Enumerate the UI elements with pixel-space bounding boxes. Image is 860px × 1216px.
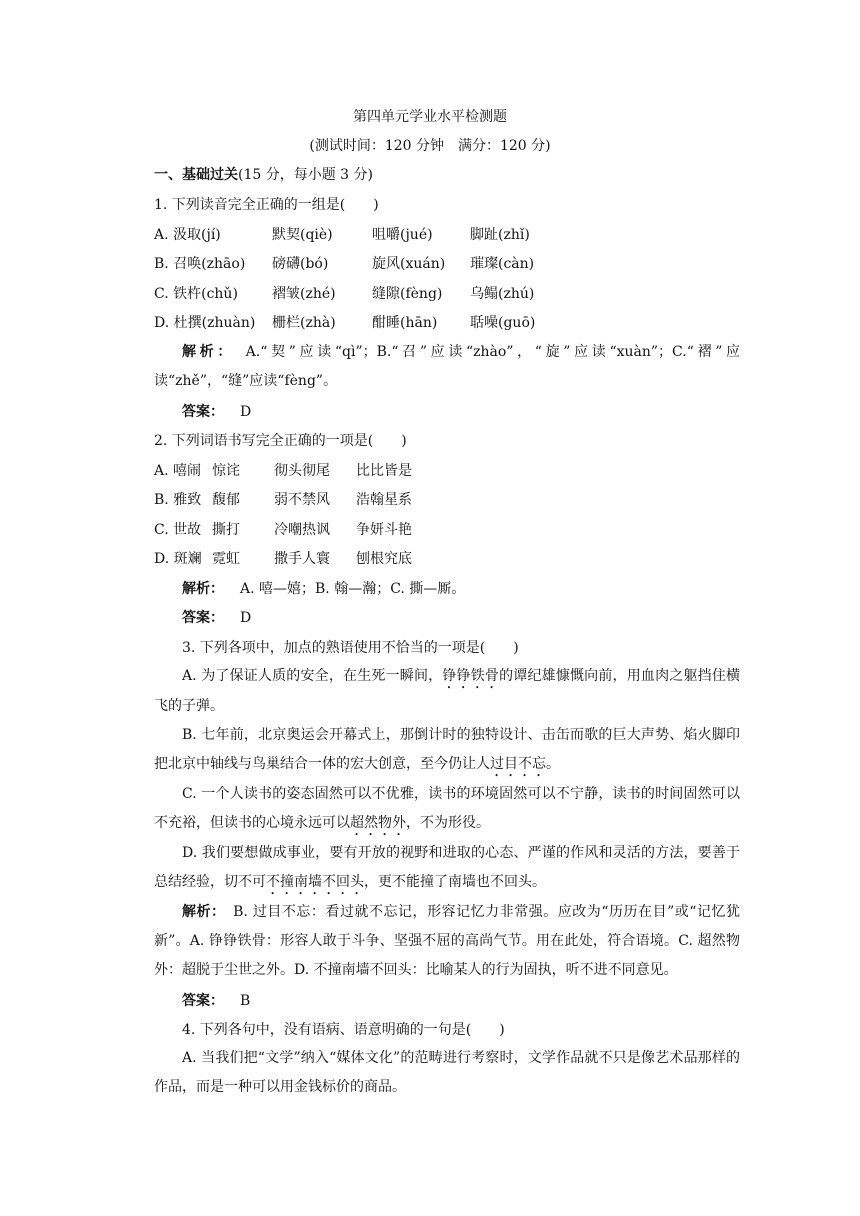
question-2-option-d	[154, 548, 412, 568]
analysis-text: B. 过目不忘：看过就不忘记，形容记忆力非常强。应改为“历历在目”或“记忆犹新”。A. 铮铮铁骨：形容人敢于斗争、坚强不屈的高尚气节。用在此处，符合语境。C. 超然物外：超脱于尘世之外。D. 不撞南墙不回头：比喻某人的行为固执，听不进不同意见。	[154, 904, 741, 978]
option-word: 刨根究底	[356, 551, 412, 567]
analysis-label: 解析：	[182, 581, 224, 597]
question-2-analysis	[182, 578, 465, 598]
question-3-stem: 3. 下列各项中，加点的熟语使用不恰当的一项是( )	[182, 640, 519, 656]
analysis-text: A.“契”应读“qì”；B.“召”应读“zhào”，“旋”应读“xuàn”；C.“褶”应读“zhě”，“缝”应读“fèng”。	[154, 344, 741, 389]
question-2-option-a	[154, 460, 412, 480]
page-subtitle: (测试时间：120 分钟 满分：120 分)	[309, 138, 551, 154]
option-cell: 磅礴(bó)	[272, 256, 329, 272]
option-text: B. 七年前，北京奥运会开幕式上，那倒计时的独特设计、击缶而歌的巨大声势、焰火脚印把北京中轴线与鸟巢结合一体的宏大创意，至今仍让人	[154, 727, 740, 772]
option-cell: 璀璨(càn)	[470, 256, 535, 272]
option-cell: D. 杜撰(zhuàn)	[154, 315, 256, 331]
option-word: 比比皆是	[356, 463, 412, 479]
option-cell: 酣睡(hān)	[372, 315, 438, 331]
page-title: 第四单元学业水平检测题	[353, 109, 507, 125]
question-1-option-c	[154, 283, 580, 303]
option-cell: A. 汲取(jí)	[154, 227, 221, 243]
question-3-answer	[182, 990, 250, 1010]
question-3-option-c	[154, 780, 740, 839]
option-text: 。	[546, 756, 560, 772]
question-3-analysis	[154, 898, 740, 985]
question-2-answer	[182, 607, 251, 627]
option-text: ，不为形役。	[406, 815, 490, 831]
question-4-stem: 4. 下列各句中，没有语病、语意明确的一句是( )	[182, 1022, 505, 1038]
option-text: D. 我们要想做成事业，要有开放的视野和进取的心态、严谨的作风和灵活的方法，要善于总结经验，切不可	[154, 845, 740, 890]
question-2-option-b	[154, 489, 412, 509]
option-word: 霓虹	[212, 551, 240, 567]
question-1-option-a	[154, 224, 580, 244]
question-4-option-a: A. 当我们把“文学”纳入“媒体文化”的范畴进行考察时，文学作品就不只是像艺术品那样的作品，而是一种可以用金钱标价的商品。	[154, 1050, 740, 1095]
question-3-option-b	[154, 721, 740, 780]
option-cell: 脚趾(zhǐ)	[470, 227, 530, 243]
dotted-idiom: 超然物外	[350, 815, 406, 831]
question-1-option-b	[154, 253, 580, 273]
option-word: 撕打	[212, 522, 240, 538]
option-word: D. 斑斓	[154, 551, 202, 567]
option-word: 争妍斗艳	[356, 522, 412, 538]
option-text: ，更不能撞了南墙也不回头。	[364, 874, 546, 890]
option-cell: 旋风(xuán)	[372, 256, 446, 272]
option-cell: C. 铁杵(chǔ)	[154, 286, 238, 302]
option-word: 弱不禁风	[274, 492, 330, 508]
option-word: C. 世故	[154, 522, 202, 538]
answer-value: B	[240, 993, 251, 1009]
option-text: A. 为了保证人质的安全，在生死一瞬间，	[182, 668, 443, 684]
question-1-analysis	[154, 338, 740, 396]
answer-label: 答案：	[182, 404, 224, 420]
answer-label: 答案：	[182, 993, 224, 1009]
answer-label: 答案：	[182, 610, 224, 626]
option-word: 彻头彻尾	[274, 463, 330, 479]
option-word: 浩翰星系	[356, 492, 412, 508]
analysis-label: 解析：	[182, 344, 228, 360]
option-cell: 咀嚼(jué)	[372, 227, 433, 243]
option-word: 冷嘲热讽	[274, 522, 330, 538]
dotted-idiom: 过目不忘	[490, 756, 546, 772]
option-word: 馥郁	[212, 492, 240, 508]
option-word: B. 雅致	[154, 492, 202, 508]
option-cell: 乌鳎(zhú)	[470, 286, 535, 302]
option-word: A. 嘻闹	[154, 463, 202, 479]
question-1-option-d	[154, 312, 580, 332]
option-cell: 聒噪(guō)	[470, 315, 536, 331]
dotted-idiom: 铮铮铁骨	[442, 668, 500, 684]
section-note: (15 分，每小题 3 分)	[238, 167, 373, 183]
analysis-text: A. 嘻—嬉；B. 翰—瀚；C. 撕—厮。	[240, 581, 466, 597]
question-3-option-d	[154, 839, 740, 898]
section-heading	[154, 164, 373, 184]
question-3-option-a	[154, 662, 740, 721]
option-cell: 默契(qiè)	[272, 227, 333, 243]
answer-value: D	[240, 610, 252, 626]
analysis-label: 解析：	[182, 904, 219, 920]
option-cell: 褶皱(zhé)	[272, 286, 336, 302]
question-1-stem: 1. 下列读音完全正确的一组是( )	[154, 197, 379, 213]
answer-value: D	[240, 404, 252, 420]
option-cell: B. 召唤(zhāo)	[154, 256, 246, 272]
option-text: 的谭纪雄慷慨向前，用血肉之躯挡住横飞的子弹。	[154, 668, 741, 714]
option-word: 惊诧	[212, 463, 240, 479]
question-1-answer	[182, 401, 251, 421]
option-word: 撒手人寰	[274, 551, 330, 567]
option-text: C. 一个人读书的姿态固然可以不优雅，读书的环境固然可以不宁静，读书的时间固然可以不充裕，但读书的心境永远可以	[154, 786, 740, 831]
question-2-stem: 2. 下列词语书写完全正确的一项是( )	[154, 433, 407, 449]
option-cell: 栅栏(zhà)	[272, 315, 336, 331]
question-2-option-c	[154, 519, 412, 539]
section-title: 一、基础过关	[154, 167, 238, 183]
dotted-idiom: 不撞南墙不回头	[266, 874, 364, 890]
option-cell: 缝隙(fèng)	[372, 286, 443, 302]
